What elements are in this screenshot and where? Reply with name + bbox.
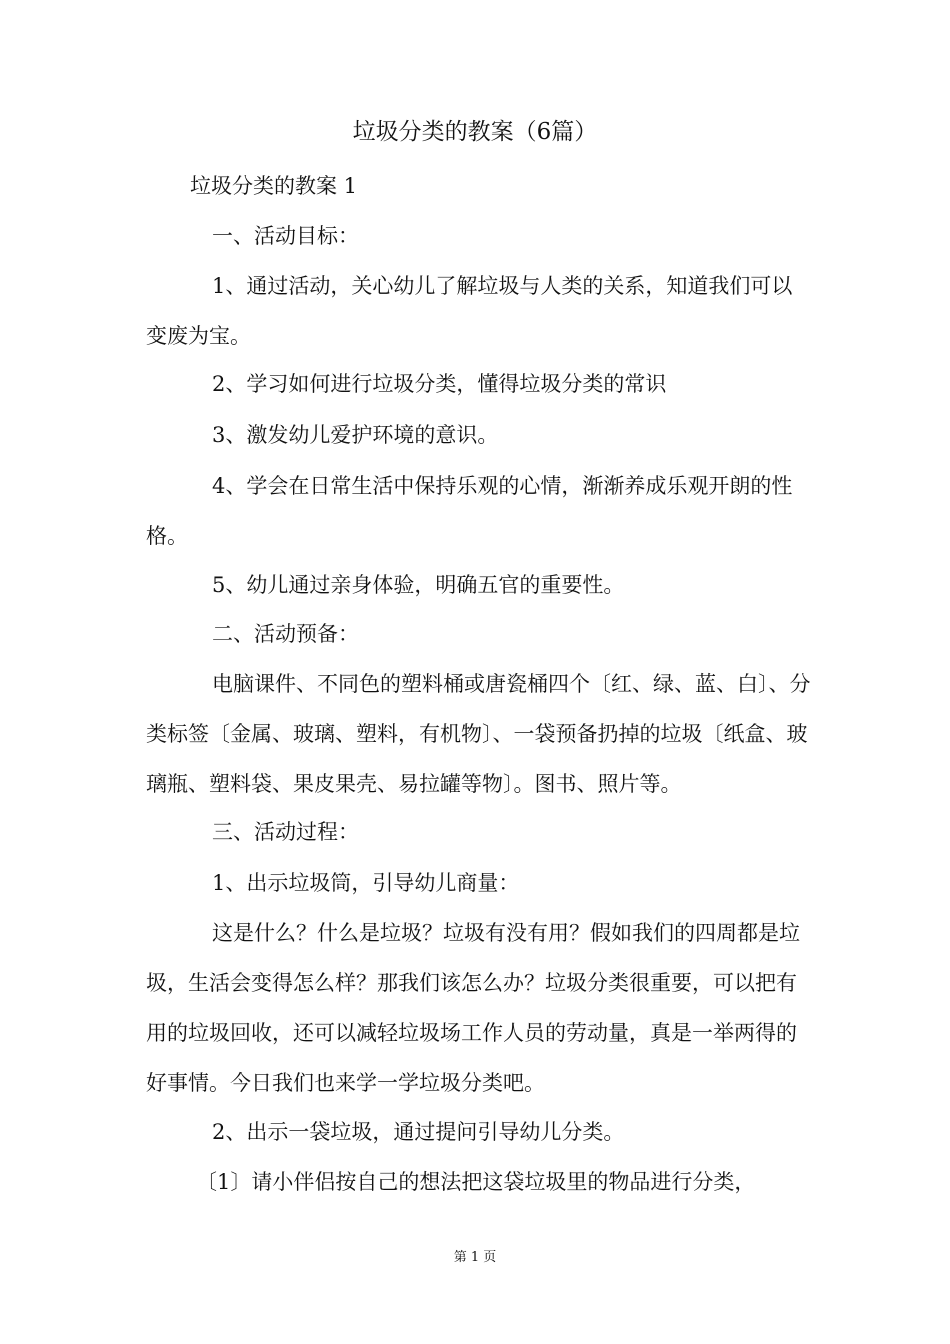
goal-item-4: 4、学会在日常生活中保持乐观的心情，渐渐养成乐观开朗的性格。 — [146, 474, 793, 548]
section-heading-goals: 一、活动目标： — [212, 224, 359, 248]
section-heading-process: 三、活动过程： — [212, 820, 359, 844]
document-title: 垃圾分类的教案（6篇） — [352, 119, 598, 145]
prep-paragraph: 电脑课件、不同色的塑料桶或唐瓷桶四个〔红、绿、蓝、白〕、分类标签〔金属、玻璃、塑料，有机物〕、一袋预备扔掉的垃圾〔纸盒、玻璃瓶、塑料袋、果皮果壳、易拉罐等物〕。图书、照片等。 — [146, 672, 811, 796]
page-number: 第 1 页 — [453, 1250, 497, 1265]
process-step-2: 2、出示一袋垃圾，通过提问引导幼儿分类。 — [212, 1120, 625, 1144]
goal-item-1: 1、通过活动，关心幼儿了解垃圾与人类的关系，知道我们可以变废为宝。 — [146, 274, 793, 348]
process-step-2-sub-1: 〔1〕请小伴侣按自己的想法把这袋垃圾里的物品进行分类， — [196, 1170, 756, 1194]
section-subtitle: 垃圾分类的教案 1 — [190, 174, 358, 198]
section-heading-prep: 二、活动预备： — [212, 622, 359, 646]
goal-item-2: 2、学习如何进行垃圾分类，懂得垃圾分类的常识 — [212, 372, 667, 396]
goal-item-3: 3、激发幼儿爱护环境的意识。 — [212, 423, 499, 447]
goal-item-5: 5、幼儿通过亲身体验，明确五官的重要性。 — [212, 573, 625, 597]
process-step-1: 1、出示垃圾筒，引导幼儿商量： — [212, 871, 520, 895]
process-step-1-text: 这是什么？什么是垃圾？垃圾有没有用？假如我们的四周都是垃圾，生活会变得怎么样？那我们该怎么办？垃圾分类很重要，可以把有用的垃圾回收，还可以减轻垃圾场工作人员的劳动量，真是一举两得的好事情。今日我们也来学一学垃圾分类吧。 — [146, 921, 800, 1095]
